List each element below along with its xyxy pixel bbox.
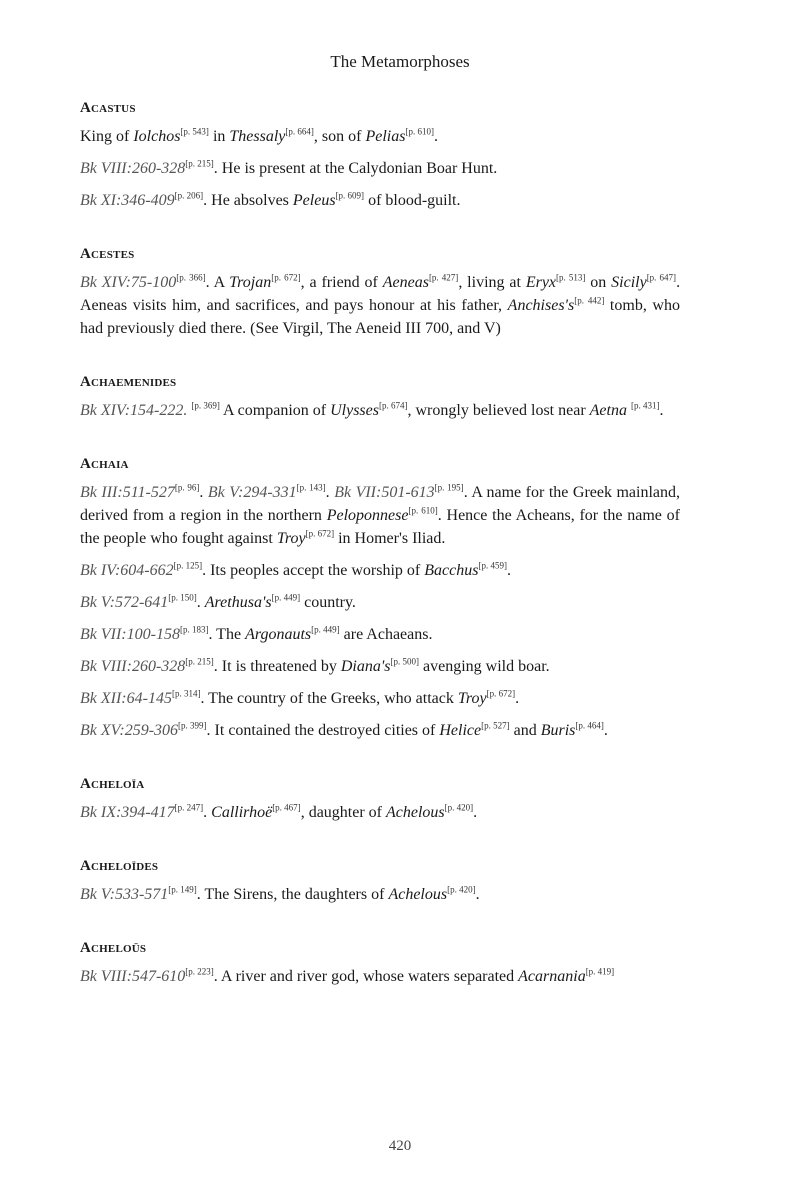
book-reference-link[interactable]: Bk VIII:260-328 <box>80 658 186 675</box>
cross-reference-name: Eryx <box>525 274 557 291</box>
glossary-entry <box>80 374 680 422</box>
entry-paragraph <box>80 157 680 180</box>
page-reference-link[interactable]: [p. 150] <box>168 592 197 603</box>
page-reference-link[interactable]: [p. 500] <box>390 656 420 667</box>
entry-text: . <box>473 804 478 821</box>
page-title: The Metamorphoses <box>330 52 470 71</box>
cross-reference-name: Anchises's <box>507 297 575 314</box>
book-reference-link[interactable]: Bk XI:346-409 <box>80 192 175 209</box>
page-reference-link[interactable]: [p. 399] <box>178 720 207 731</box>
page-reference-link[interactable]: [p. 431] <box>630 400 660 411</box>
book-reference-link[interactable]: Bk III:511-527 <box>80 484 175 501</box>
page-reference-link[interactable]: [p. 149] <box>168 884 197 895</box>
entry-paragraph <box>80 883 680 906</box>
glossary-entry <box>80 100 680 212</box>
page-reference-link[interactable]: [p. 467] <box>272 802 301 813</box>
entry-text: . <box>515 690 520 707</box>
cross-reference-name: Arethusa's <box>204 594 272 611</box>
cross-reference-name: Iolchos <box>133 128 181 145</box>
book-reference-link[interactable]: Bk VII:100-158 <box>80 626 180 643</box>
page-reference-link[interactable]: [p. 672] <box>486 688 516 699</box>
entry-text: . He absolves <box>203 192 293 209</box>
entry-heading: Acheloïdes <box>80 858 159 874</box>
page-reference-link[interactable]: [p. 449] <box>271 592 301 603</box>
entry-text: , living at <box>458 274 526 291</box>
entry-text: , wrongly believed lost near <box>407 402 590 419</box>
entry-text: , a friend of <box>300 274 383 291</box>
book-reference-link[interactable]: Bk VII:501-613 <box>334 484 435 501</box>
page-reference-link[interactable]: [p. 369] <box>191 400 220 411</box>
page-reference-link[interactable]: [p. 143] <box>296 482 326 493</box>
book-reference-link[interactable]: Bk VIII:260-328 <box>80 160 186 177</box>
entry-text: . <box>475 886 480 903</box>
cross-reference-name: Trojan <box>229 274 272 291</box>
entry-text: avenging wild boar. <box>419 658 550 675</box>
entry-paragraph <box>80 623 680 646</box>
cross-reference-name: Helice <box>439 722 482 739</box>
entry-heading: Acheloüs <box>80 940 147 956</box>
page-reference-link[interactable]: [p. 647] <box>646 272 677 283</box>
page-reference-link[interactable]: [p. 527] <box>481 720 510 731</box>
entry-text: . He is present at the Calydonian Boar Hunt. <box>213 160 498 177</box>
book-reference-link[interactable]: Bk VIII:547-610 <box>80 968 186 985</box>
entry-text: . The <box>208 626 246 643</box>
page-reference-link[interactable]: [p. 223] <box>185 966 214 977</box>
page-reference-link[interactable]: [p. 674] <box>378 400 408 411</box>
cross-reference-name: Bacchus <box>424 562 479 579</box>
cross-reference-name: Troy <box>276 530 306 547</box>
entry-heading: Achaemenides <box>80 374 177 390</box>
cross-reference-name: Aetna <box>589 402 627 419</box>
cross-reference-name: Peleus <box>292 192 336 209</box>
entry-paragraph <box>80 655 680 678</box>
book-reference-link[interactable]: Bk IV:604-662 <box>80 562 174 579</box>
entry-paragraph <box>80 801 680 824</box>
page-reference-link[interactable]: [p. 215] <box>185 158 214 169</box>
entry-text: . <box>603 722 608 739</box>
page-reference-link[interactable]: [p. 195] <box>434 482 464 493</box>
entry-paragraph <box>80 271 680 340</box>
entry-text: . The Sirens, the daughters of <box>196 886 389 903</box>
cross-reference-name: Acarnania <box>518 968 586 985</box>
entry-text: . It is threatened by <box>213 658 341 675</box>
page-reference-link[interactable]: [p. 459] <box>478 560 507 571</box>
page-reference-link[interactable]: [p. 125] <box>173 560 203 571</box>
cross-reference-name: Diana's <box>340 658 391 675</box>
cross-reference-name: Pelias <box>365 128 406 145</box>
page-number: 420 <box>388 1138 412 1154</box>
entry-text: , son of <box>313 128 366 145</box>
cross-reference-name: Peloponnese <box>326 507 409 524</box>
page-reference-link[interactable]: [p. 672] <box>271 272 301 283</box>
entry-text: , daughter of <box>300 804 386 821</box>
entry-text: . <box>196 594 205 611</box>
entry-text: . <box>325 484 335 501</box>
page-reference-link[interactable]: [p. 427] <box>428 272 459 283</box>
entry-paragraph <box>80 719 680 742</box>
entry-heading: Achaia <box>80 456 129 472</box>
page-reference-link[interactable]: [p. 672] <box>305 528 335 539</box>
page-reference-link[interactable]: [p. 420] <box>447 884 476 895</box>
page-reference-link[interactable]: [p. 366] <box>176 272 206 283</box>
book-reference-link[interactable]: Bk V:294-331 <box>207 484 297 501</box>
cross-reference-name: Callirhoë <box>211 804 273 821</box>
cross-reference-name: Troy <box>457 690 487 707</box>
cross-reference-name: Argonauts <box>245 626 312 643</box>
entry-text: . <box>203 804 212 821</box>
entry-heading: Acastus <box>80 100 136 116</box>
book-reference-link[interactable]: Bk XIV:75-100 <box>80 274 177 291</box>
entry-text: on <box>585 274 612 291</box>
page-reference-link[interactable]: [p. 442] <box>574 295 605 306</box>
cross-reference-name: Achelous <box>386 804 445 821</box>
glossary-entry <box>80 858 680 906</box>
entry-paragraph <box>80 559 680 582</box>
page-reference-link[interactable]: [p. 314] <box>171 688 201 699</box>
entry-text: A companion of <box>219 402 331 419</box>
page-reference-link[interactable]: [p. 247] <box>174 802 204 813</box>
page-reference-link[interactable]: [p. 610] <box>408 505 438 516</box>
entry-text: . <box>659 402 664 419</box>
book-reference-link[interactable]: Bk V:572-641 <box>80 594 169 611</box>
entry-paragraph <box>80 687 680 710</box>
entry-text: . A name for the Greek mainland, derived from a region in the northern <box>80 484 681 524</box>
page-reference-link[interactable]: [p. 206] <box>174 190 204 201</box>
entry-text: in Homer's Iliad. <box>334 530 446 547</box>
book-reference-link[interactable]: Bk XV:259-306 <box>80 722 179 739</box>
entry-text: King of <box>80 128 134 145</box>
entry-text: . <box>506 562 511 579</box>
book-reference-link[interactable]: Bk XIV:154-222. <box>80 402 188 419</box>
page-reference-link[interactable]: [p. 664] <box>285 126 314 137</box>
entry-text: . Aeneas visits him, and sacrifices, and pays honour at his father, <box>80 274 681 314</box>
page-reference-link[interactable]: [p. 419] <box>585 966 615 977</box>
entry-text: . <box>433 128 438 145</box>
page-reference-link[interactable]: [p. 609] <box>335 190 365 201</box>
entry-text: country. <box>300 594 356 611</box>
entry-text: . A <box>205 274 230 291</box>
cross-reference-name: Achelous <box>388 886 448 903</box>
entry-heading: Acheloïa <box>80 776 145 792</box>
page-reference-link[interactable]: [p. 215] <box>185 656 214 667</box>
page-reference-link[interactable]: [p. 449] <box>311 624 340 635</box>
entry-paragraph <box>80 189 680 212</box>
page-reference-link[interactable]: [p. 96] <box>174 482 200 493</box>
entry-paragraph <box>80 481 680 550</box>
entry-paragraph <box>80 125 680 148</box>
page-reference-link[interactable]: [p. 543] <box>180 126 209 137</box>
cross-reference-name: Sicily <box>611 274 647 291</box>
entry-text: of blood-guilt. <box>364 192 461 209</box>
page-reference-link[interactable]: [p. 464] <box>575 720 604 731</box>
entry-paragraph <box>80 399 680 422</box>
entry-paragraph <box>80 965 680 988</box>
page-reference-link[interactable]: [p. 183] <box>179 624 209 635</box>
entry-text: . Hence the Acheans, for the name of the people who fought against <box>80 507 681 547</box>
entry-text: . The country of the Greeks, who attack <box>200 690 458 707</box>
glossary-entry <box>80 246 680 340</box>
cross-reference-name: Buris <box>540 722 576 739</box>
entry-heading: Acestes <box>80 246 135 262</box>
entry-text: are Achaeans. <box>339 626 433 643</box>
glossary-entry <box>80 940 680 988</box>
entry-text: and <box>509 722 541 739</box>
entry-text: . Its peoples accept the worship of <box>202 562 425 579</box>
page-reference-link[interactable]: [p. 513] <box>556 272 586 283</box>
cross-reference-name: Aeneas <box>382 274 429 291</box>
glossary-entry <box>80 456 680 742</box>
entry-text: . A river and river god, whose waters separated <box>213 968 519 985</box>
entry-text: . <box>199 484 208 501</box>
entry-paragraph <box>80 591 680 614</box>
book-reference-link[interactable]: Bk XII:64-145 <box>80 690 172 707</box>
book-reference-link[interactable]: Bk IX:394-417 <box>80 804 175 821</box>
page-reference-link[interactable]: [p. 610] <box>405 126 434 137</box>
entry-text: . It contained the destroyed cities of <box>206 722 440 739</box>
cross-reference-name: Thessaly <box>229 128 286 145</box>
entry-text: in <box>208 128 230 145</box>
glossary-entries <box>80 100 680 1022</box>
book-reference-link[interactable]: Bk V:533-571 <box>80 886 169 903</box>
glossary-entry <box>80 776 680 824</box>
page-reference-link[interactable]: [p. 420] <box>444 802 474 813</box>
cross-reference-name: Ulysses <box>330 402 379 419</box>
entry-text: tomb, who had previously died there. (See Virgil, The Aeneid III 700, and V) <box>80 297 680 337</box>
